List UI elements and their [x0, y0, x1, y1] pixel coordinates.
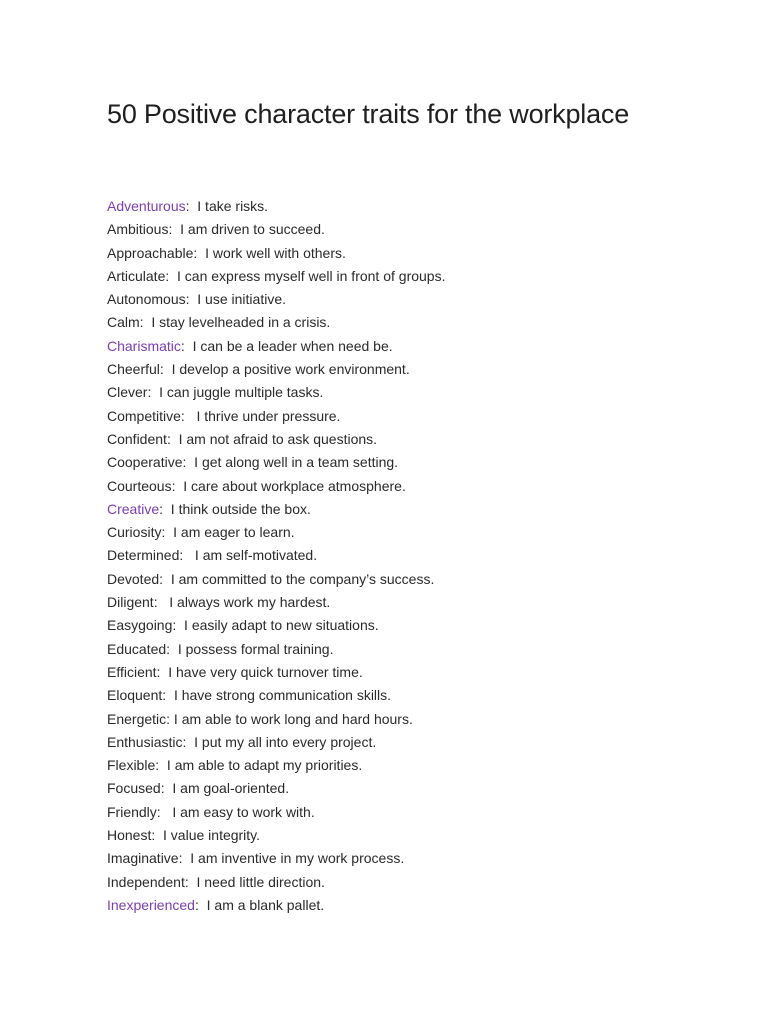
trait-item: [107, 428, 445, 451]
trait-description: : I am committed to the company’s success.: [159, 570, 435, 587]
trait-item: [107, 358, 445, 381]
trait-item: [107, 498, 445, 521]
trait-description: : I need little direction.: [184, 873, 325, 890]
trait-item: [107, 381, 445, 404]
trait-item: [107, 661, 445, 684]
trait-item: [107, 847, 445, 870]
trait-description: : I take risks.: [185, 198, 269, 214]
trait-name: Ambitious: [107, 221, 169, 238]
trait-item: [107, 591, 445, 614]
trait-item: [107, 871, 445, 894]
trait-item: [107, 451, 445, 474]
trait-name: Eloquent: [107, 687, 163, 704]
trait-description: : I am inventive in my work process.: [178, 850, 405, 867]
trait-item: [107, 708, 445, 731]
trait-name: Devoted: [107, 570, 160, 587]
trait-name: Competitive: [107, 407, 181, 424]
trait-name: Approachable: [107, 244, 194, 261]
trait-name: Educated: [107, 640, 167, 657]
trait-description: : I work well with others.: [193, 244, 346, 261]
trait-item: [107, 265, 445, 288]
trait-item: [107, 521, 445, 544]
trait-description: : I am eager to learn.: [161, 524, 295, 541]
trait-name: Autonomous: [107, 291, 186, 308]
trait-name: Creative: [107, 500, 160, 517]
trait-description: : I am a blank pallet.: [194, 896, 325, 913]
trait-name: Clever: [107, 384, 148, 401]
trait-item: [107, 754, 445, 777]
trait-item: [107, 195, 445, 218]
trait-name: Independent: [107, 873, 185, 890]
trait-description: : I get along well in a team setting.: [182, 454, 399, 471]
trait-item: [107, 614, 445, 637]
trait-name: Determined: [107, 547, 180, 564]
trait-description: : I possess formal training.: [166, 640, 334, 657]
trait-description: : I think outside the box.: [159, 500, 311, 517]
trait-description: : I have very quick turnover time.: [156, 663, 363, 680]
trait-description: : I easily adapt to new situations.: [172, 617, 379, 634]
trait-name: Imaginative: [107, 850, 179, 867]
trait-name: Enthusiastic: [107, 733, 183, 750]
trait-name: Calm: [107, 314, 140, 331]
trait-name: Confident: [107, 430, 167, 447]
trait-name: Cooperative: [107, 454, 183, 471]
trait-item: [107, 311, 445, 334]
trait-description: : I have strong communication skills.: [162, 687, 392, 704]
trait-name: Courteous: [107, 477, 172, 494]
trait-description: : I can express myself well in front of groups.: [165, 267, 446, 284]
trait-name: Focused: [107, 780, 161, 797]
trait-description: : I value integrity.: [151, 827, 261, 844]
trait-item: [107, 544, 445, 567]
trait-name: Efficient: [107, 663, 157, 680]
trait-name: Diligent: [107, 594, 154, 611]
trait-description: : I am able to adapt my priorities.: [155, 757, 363, 774]
document-page: [107, 96, 707, 913]
trait-item: [107, 288, 445, 311]
trait-description: : I care about workplace atmosphere.: [171, 477, 406, 494]
trait-description: : I can juggle multiple tasks.: [147, 384, 324, 401]
trait-item: [107, 777, 445, 800]
trait-name: Energetic: [107, 710, 167, 727]
trait-description: : I develop a positive work environment.: [159, 361, 410, 378]
document-title: 50 Positive character traits for the workplace: [107, 99, 630, 129]
trait-item: [107, 684, 445, 707]
trait-name: Adventurous: [107, 198, 186, 214]
trait-name: Easygoing: [107, 617, 173, 634]
trait-name: Honest: [107, 827, 152, 844]
trait-item: [107, 824, 445, 847]
trait-description: : I am able to work long and hard hours.: [166, 710, 413, 727]
trait-description: : I always work my hardest.: [153, 594, 331, 611]
trait-list: [107, 195, 445, 917]
trait-name: Inexperienced: [107, 896, 195, 913]
trait-item: [107, 335, 445, 358]
trait-name: Cheerful: [107, 361, 160, 378]
trait-item: [107, 568, 445, 591]
trait-description: : I can be a leader when need be.: [180, 337, 393, 354]
trait-description: : I am goal-oriented.: [160, 780, 290, 797]
trait-item: [107, 242, 445, 265]
trait-description: : I am driven to succeed.: [168, 221, 325, 238]
trait-description: : I thrive under pressure.: [180, 407, 341, 424]
trait-item: [107, 801, 445, 824]
trait-item: [107, 894, 445, 917]
trait-name: Articulate: [107, 267, 166, 284]
trait-item: [107, 218, 445, 241]
trait-item: [107, 475, 445, 498]
trait-name: Charismatic: [107, 337, 181, 354]
trait-description: : I am easy to work with.: [156, 803, 315, 820]
trait-description: : I am not afraid to ask questions.: [166, 430, 378, 447]
trait-name: Friendly: [107, 803, 157, 820]
trait-name: Flexible: [107, 757, 156, 774]
trait-item: [107, 638, 445, 661]
trait-item: [107, 731, 445, 754]
trait-description: : I stay levelheaded in a crisis.: [139, 314, 331, 331]
trait-item: [107, 405, 445, 428]
trait-description: : I am self-motivated.: [179, 547, 318, 564]
trait-description: : I put my all into every project.: [182, 733, 377, 750]
trait-description: : I use initiative.: [185, 291, 286, 308]
trait-name: Curiosity: [107, 524, 162, 541]
